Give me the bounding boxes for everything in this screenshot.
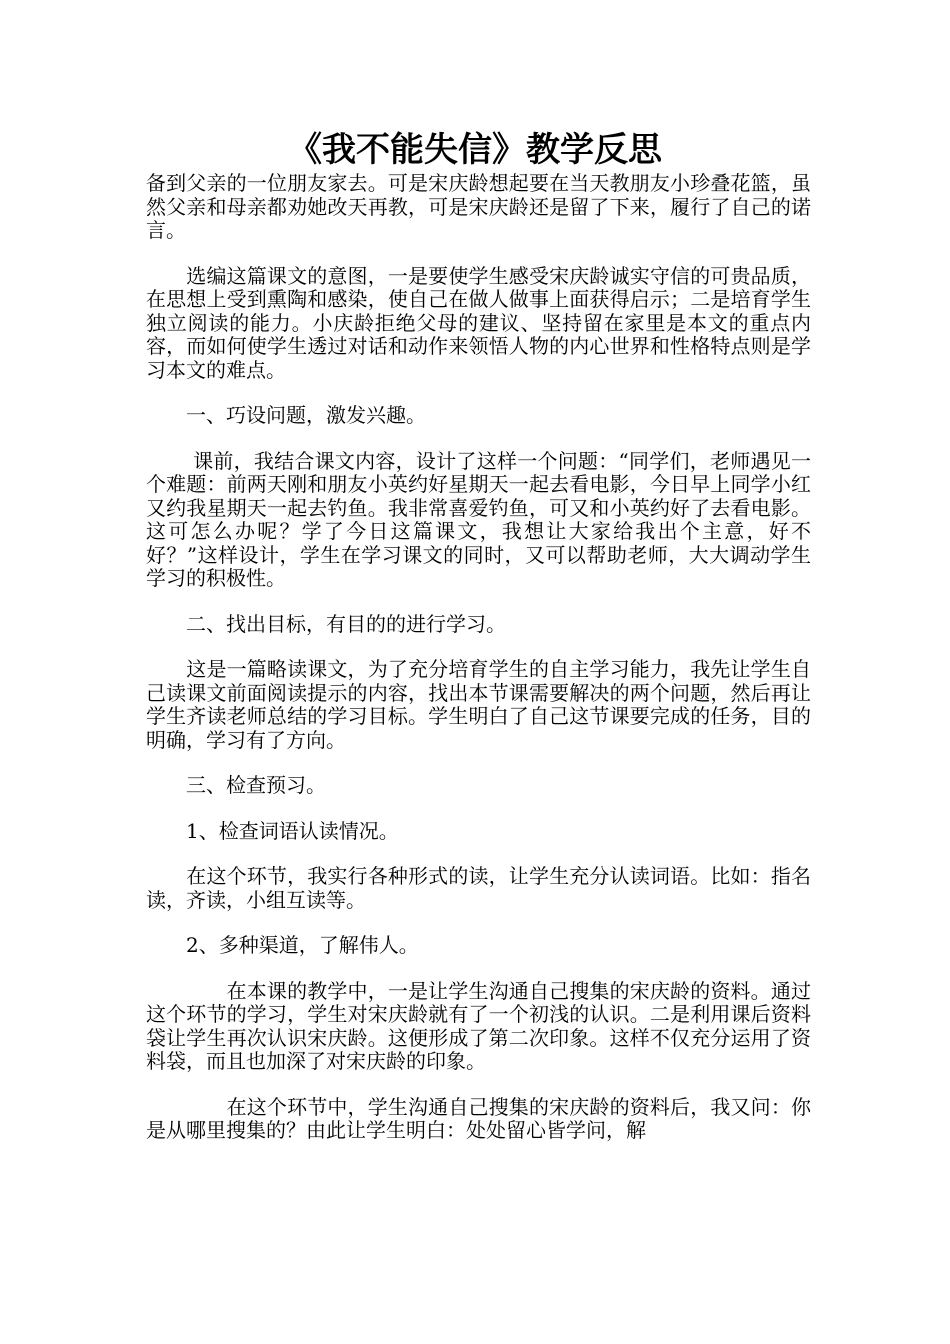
paragraph-intent: 选编这篇课文的意图，一是要使学生感受宋庆龄诚实守信的可贵品质，在思想上受到熏陶和感染，使自己在做人做事上面获得启示；二是培育学生独立阅读的能力。小庆龄拒绝父母的建议、坚持留在家里是本文的重点内容，而如何使学生透过对话和动作来领悟人物的内心世界和性格特点则是学习本文的难点。 (146, 263, 811, 382)
page-title: 《我不能失信》教学反思 (288, 130, 662, 170)
document-body (146, 172, 811, 1143)
paragraph-continuation: 备到父亲的一位朋友家去。可是宋庆龄想起要在当天教朋友小珍叠花篮，虽然父亲和母亲都劝她改天再教，可是宋庆龄还是留了下来，履行了自己的诺言。 (146, 171, 811, 242)
section-heading-3: 三、检查预习。 (146, 773, 326, 797)
subheading-2: 2、多种渠道，了解伟人。 (146, 933, 419, 957)
paragraph-sources: 在这个环节中，学生沟通自己搜集的宋庆龄的资料后，我又问：你是从哪里搜集的？由此让学生明白：处处留心皆学问，解 (146, 1094, 811, 1142)
paragraph-goals: 这是一篇略读课文，为了充分培育学生的自主学习能力，我先让学生自己读课文前面阅读提示的内容，找出本节课需要解决的两个问题，然后再让学生齐读老师总结的学习目标。学生明白了自己这节课要完成的任务，目的明确，学习有了方向。 (146, 657, 811, 752)
paragraph-pre-class: 课前，我结合课文内容，设计了这样一个问题：“同学们，老师遇见一个难题：前两天刚和朋友小英约好星期天一起去看电影，今日早上同学小红又约我星期天一起去钓鱼。我非常喜爱钓鱼，可又和小英约好了去看电影。这可怎么办呢？学了今日这篇课文，我想让大家给我出个主意，好不好？”这样设计，学生在学习课文的同时，又可以帮助老师，大大调动学生学习的积极性。 (146, 448, 811, 590)
paragraph-materials: 在本课的教学中，一是让学生沟通自己搜集的宋庆龄的资料。通过这个环节的学习，学生对宋庆龄就有了一个初浅的认识。二是利用课后资料袋让学生再次认识宋庆龄。这便形成了第二次印象。这样不仅充分运用了资料袋，而且也加深了对宋庆龄的印象。 (146, 978, 811, 1073)
section-heading-2: 二、找出目标，有目的的进行学习。 (146, 611, 506, 636)
subheading-1: 1、检查词语认读情况。 (146, 818, 399, 843)
paragraph-word-reading: 在这个环节，我实行各种形式的读，让学生充分认读词语。比如：指名读，齐读，小组互读等。 (146, 864, 811, 912)
section-heading-1: 一、巧设问题，激发兴趣。 (146, 403, 426, 427)
